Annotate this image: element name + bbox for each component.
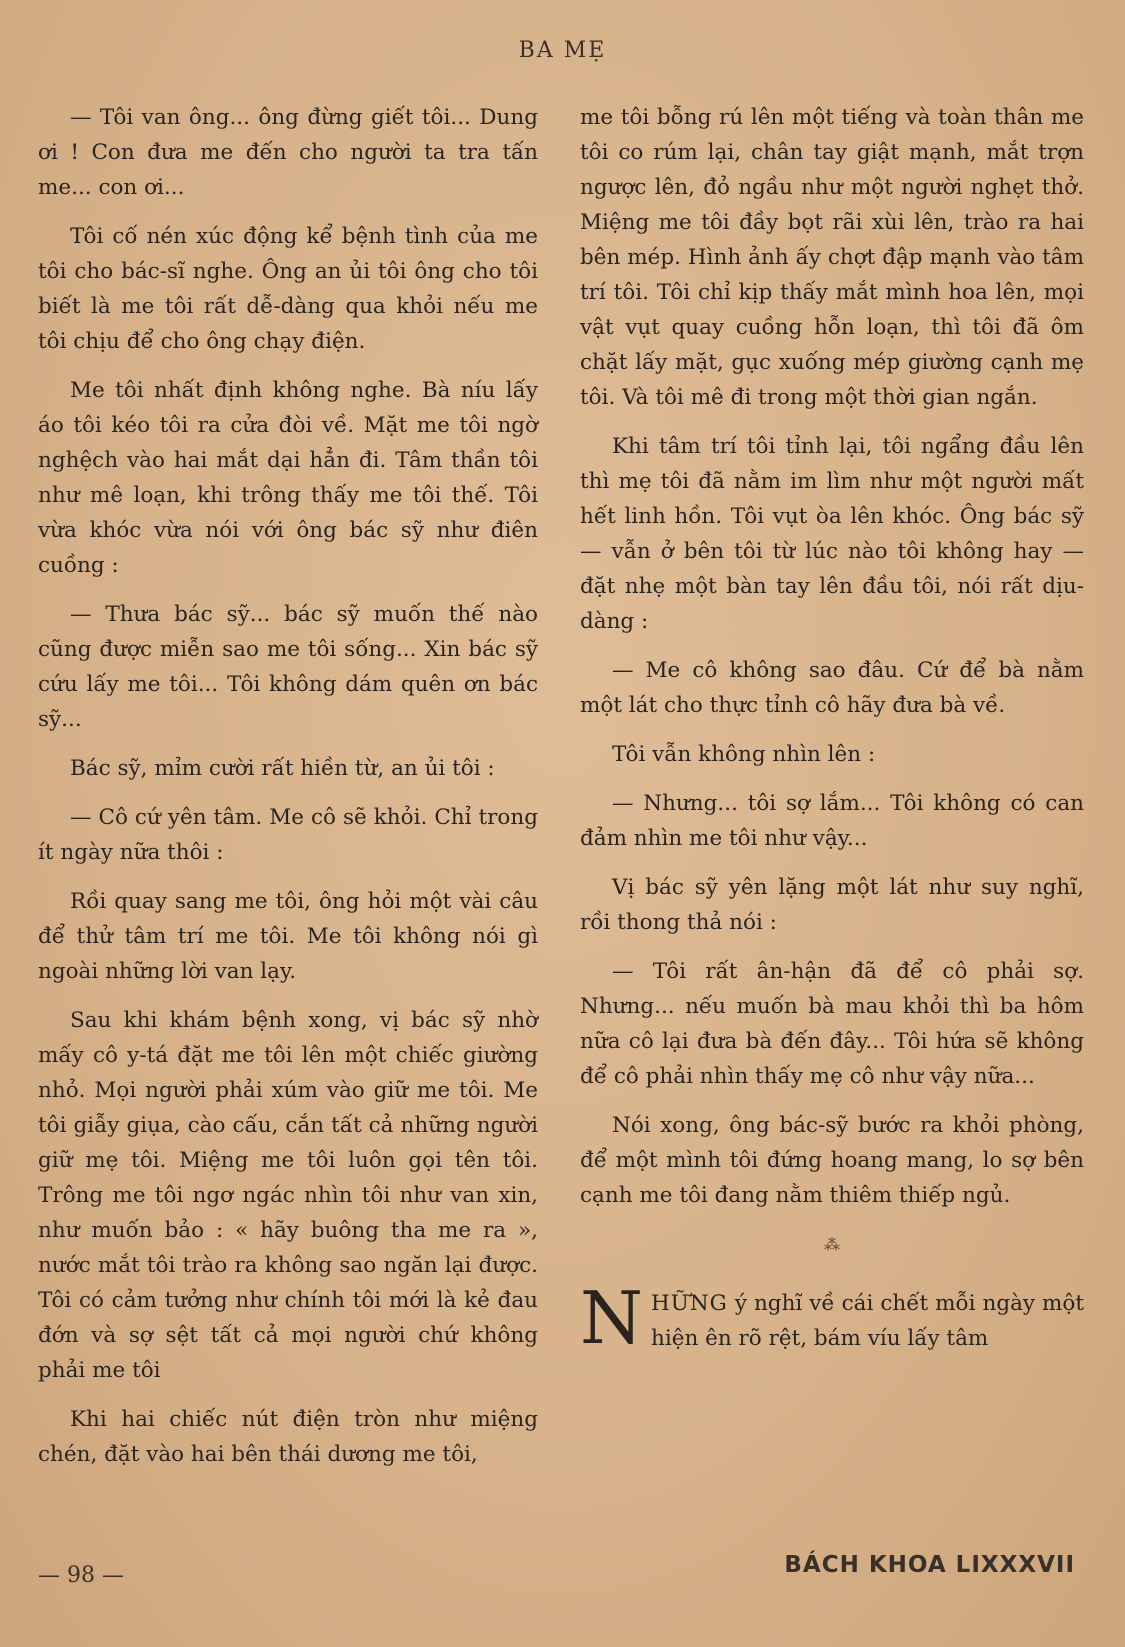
paragraph: — Tôi rất ân-hận đã để cô phải sợ. Nhưng... nếu muốn bà mau khỏi thì ba hôm nữa cô lại đưa bà đến đây... Tôi hứa sẽ không để cô phải nhìn thấy mẹ cô như vậy nữa...	[580, 959, 1084, 1089]
paragraph: Tôi vẫn không nhìn lên :	[612, 742, 876, 767]
paragraph: Vị bác sỹ yên lặng một lát như suy nghĩ, rồi thong thả nói :	[580, 875, 1084, 935]
paragraph: — Cô cứ yên tâm. Me cô sẽ khỏi. Chỉ trong ít ngày nữa thôi :	[38, 805, 538, 865]
paragraph: — Thưa bác sỹ... bác sỹ muốn thế nào cũng được miễn sao me tôi sống... Xin bác sỹ cứu lấy me tôi... Tôi không dám quên ơn bác sỹ...	[38, 602, 538, 732]
paragraph: — Me cô không sao đâu. Cứ để bà nằm một lát cho thực tỉnh cô hãy đưa bà về.	[580, 658, 1084, 718]
paragraph: Me tôi nhất định không nghe. Bà níu lấy áo tôi kéo tôi ra cửa đòi về. Mặt me tôi ngờ nghệch vào hai mắt dại hẳn đi. Tâm thần tôi như mê loạn, khi trông thấy me tôi thế. Tôi vừa khóc vừa nói với ông bác sỹ như điên cuồng :	[38, 378, 538, 578]
paragraph: Khi hai chiếc nút điện tròn như miệng chén, đặt vào hai bên thái dương me tôi,	[38, 1407, 538, 1467]
page-header: BA MẸ	[518, 38, 607, 63]
page-number: — 98 —	[38, 1563, 124, 1588]
section-divider: ⁂	[824, 1235, 840, 1254]
magazine-name: BÁCH KHOA LIXXXVII	[784, 1552, 1075, 1578]
paragraph: Nói xong, ông bác-sỹ bước ra khỏi phòng, để một mình tôi đứng hoang mang, lo sợ bên cạnh me tôi đang nằm thiêm thiếp ngủ.	[580, 1113, 1084, 1208]
paragraph: me tôi bỗng rú lên một tiếng và toàn thân me tôi co rúm lại, chân tay giật mạnh, mắt trợn ngược lên, đỏ ngầu như một người nghẹt thở. Miệng me tôi đầy bọt rãi xùi lên, trào ra hai bên mép. Hình ảnh ấy chợt đập mạnh vào tâm trí tôi. Tôi chỉ kịp thấy mắt mình hoa lên, mọi vật vụt quay cuồng hỗn loạn, thì tôi đã ôm chặt lấy mặt, gục xuống mép giường cạnh mẹ tôi. Và tôi mê đi trong một thời gian ngắn.	[580, 105, 1084, 410]
final-paragraph-text: ý nghĩ về cái chết mỗi ngày một hiện ên rõ rệt, bám víu lấy tâm	[651, 1291, 1084, 1351]
paragraph: Tôi cố nén xúc động kể bệnh tình của me tôi cho bác-sĩ nghe. Ông an ủi tôi ông cho tôi biết là me tôi rất dễ-dàng qua khỏi nếu me tôi chịu để cho ông chạy điện.	[38, 224, 538, 354]
paragraph: Bác sỹ, mỉm cười rất hiền từ, an ủi tôi :	[70, 756, 495, 781]
paragraph: Khi tâm trí tôi tỉnh lại, tôi ngẩng đầu lên thì mẹ tôi đã nằm im lìm như một người mất hết linh hồn. Tôi vụt òa lên khóc. Ông bác sỹ — vẫn ở bên tôi từ lúc nào tôi không hay — đặt nhẹ một bàn tay lên đầu tôi, nói rất dịu-dàng :	[580, 434, 1084, 634]
drop-cap-continuation: HỮNG	[651, 1291, 728, 1316]
paragraph: — Nhưng... tôi sợ lắm... Tôi không có can đảm nhìn me tôi như vậy...	[580, 791, 1084, 851]
left-column	[38, 100, 538, 1486]
final-paragraph	[580, 1276, 1084, 1360]
right-column	[580, 100, 1084, 1370]
paragraph: — Tôi van ông... ông đừng giết tôi... Dung ơi ! Con đưa me đến cho người ta tra tấn me... con ơi...	[38, 105, 538, 200]
paragraph: Rồi quay sang me tôi, ông hỏi một vài câu để thử tâm trí me tôi. Me tôi không nói gì ngoài những lời van lạy.	[38, 889, 538, 984]
paragraph: Sau khi khám bệnh xong, vị bác sỹ nhờ mấy cô y-tá đặt me tôi lên một chiếc giường nhỏ. Mọi người phải xúm vào giữ me tôi. Me tôi giẫy giụa, cào cấu, cắn tất cả những người giữ mẹ tôi. Miệng me tôi luôn gọi tên tôi. Trông me tôi ngơ ngác nhìn tôi như van xin, như muốn bảo : « hãy buông tha me ra », nước mắt tôi trào ra không sao ngăn lại được. Tôi có cảm tưởng như chính tôi mới là kẻ đau đớn và sợ sệt tất cả mọi người chứ không phải me tôi	[38, 1008, 538, 1383]
drop-cap: N	[580, 1276, 643, 1360]
